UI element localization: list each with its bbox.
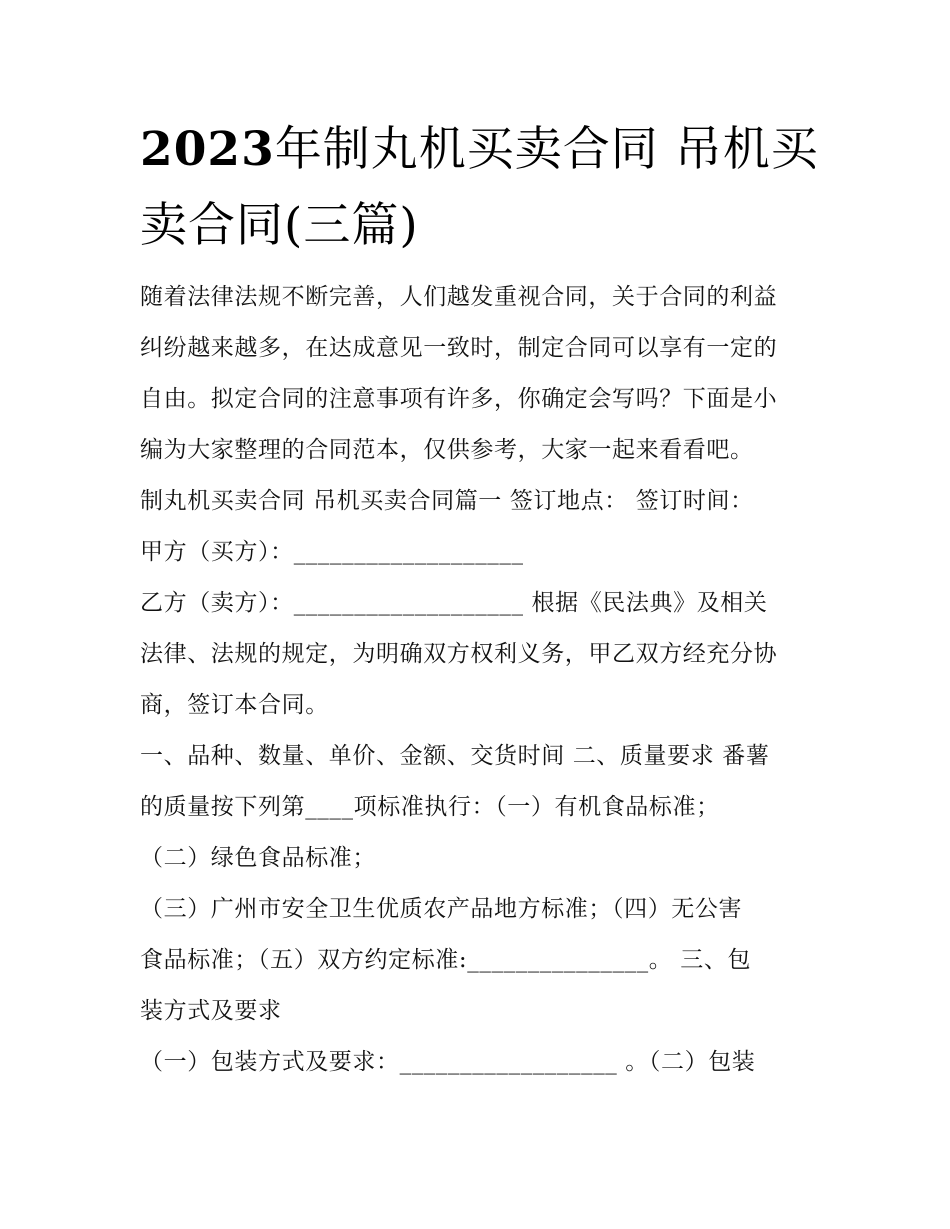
body-line: 法律、法规的规定，为明确双方权利义务，甲乙双方经充分协: [140, 641, 778, 667]
body-line: 制丸机买卖合同 吊机买卖合同篇一 签订地点： 签订时间：: [140, 488, 754, 514]
body-line: （三）广州市安全卫生优质农产品地方标准；（四）无公害: [140, 896, 743, 922]
document-page: [140, 112, 820, 1088]
document-title: [140, 112, 820, 264]
body-line: 装方式及要求: [140, 998, 282, 1024]
body-line: 的质量按下列第____项标准执行：（一）有机食品标准；: [140, 794, 720, 820]
body-line: 纠纷越来越多，在达成意见一致时，制定合同可以享有一定的: [140, 335, 778, 361]
body-line: 商，签订本合同。: [140, 692, 329, 718]
body-line: 随着法律法规不断完善，人们越发重视合同，关于合同的利益: [140, 284, 778, 310]
body-line: （一）包装方式及要求：__________________ 。（二）包装: [140, 1049, 756, 1075]
body-line: 甲方（买方）：___________________: [140, 539, 524, 565]
body-line: 食品标准；（五）双方约定标准:_______________。 三、包: [140, 947, 752, 973]
title-text: 年制丸机买卖合同 吊机买卖合同(三篇): [140, 122, 819, 253]
body-line: （二）绿色食品标准；: [140, 845, 376, 871]
body-line: 自由。拟定合同的注意事项有许多，你确定会写吗？下面是小: [140, 386, 778, 412]
title-year: 2023: [140, 122, 275, 177]
body-line: 一、品种、数量、单价、金额、交货时间 二、质量要求 番薯: [140, 743, 770, 769]
body-line: 编为大家整理的合同范本，仅供参考，大家一起来看看吧。: [140, 437, 754, 463]
body-line: 乙方（卖方）：___________________ 根据《民法典》及相关: [140, 590, 768, 616]
